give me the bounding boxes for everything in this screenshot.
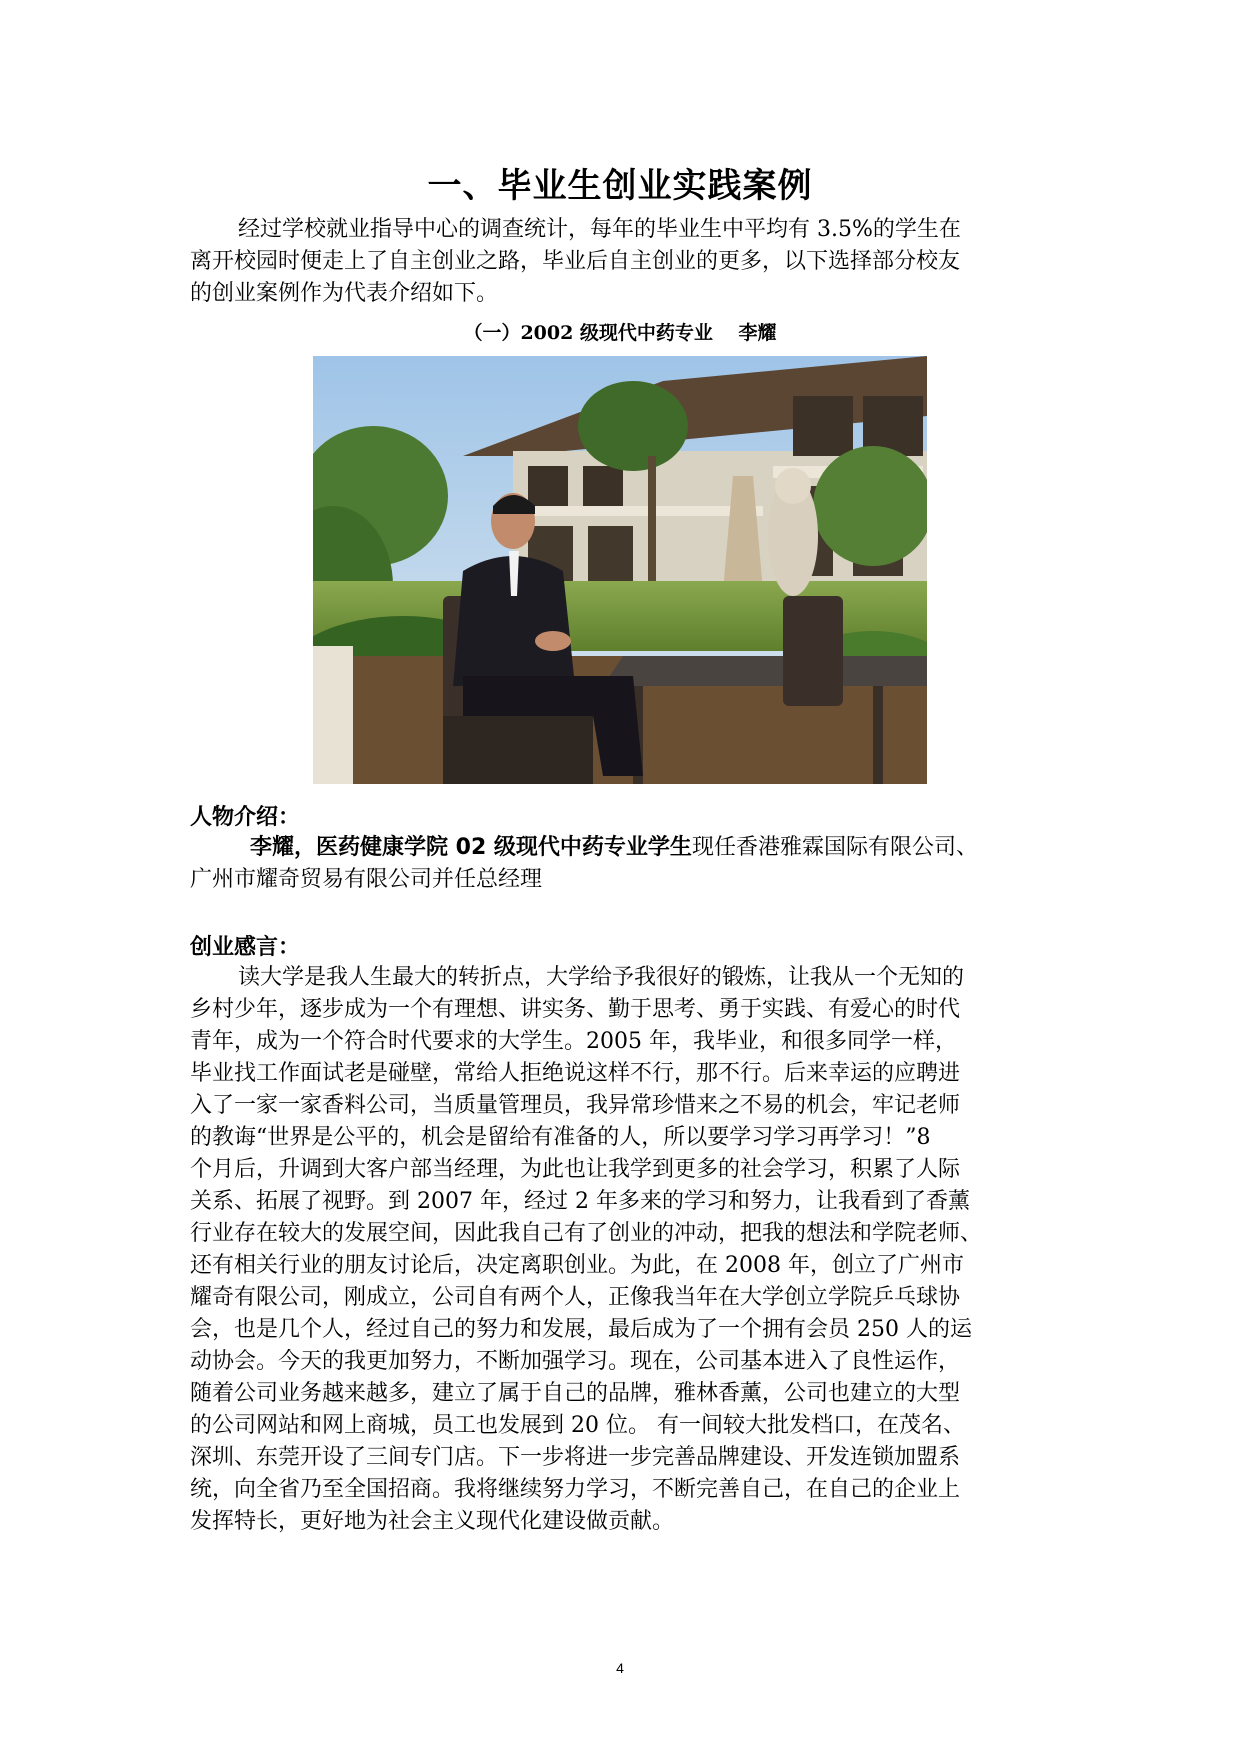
intro-line: 经过学校就业指导中心的调查统计，每年的毕业生中平均有 3.5%的学生在 [238,217,961,242]
story-line: 会，也是几个人，经过自己的努力和发展，最后成为了一个拥有会员 250 人的运 [190,1317,972,1342]
story-line: 的公司网站和网上商城，员工也发展到 20 位。 有一间较大批发档口，在茂名、 [190,1413,965,1438]
story-paragraph [190,962,1058,1538]
story-line: 青年，成为一个符合时代要求的大学生。2005 年，我毕业，和很多同学一样， [190,1029,957,1054]
story-line: 关系、拓展了视野。到 2007 年，经过 2 年多来的学习和努力，让我看到了香薰 [190,1189,970,1214]
story-line: 深圳、东莞开设了三间专门店。下一步将进一步完善品牌建设、开发连锁加盟系 [190,1445,961,1470]
story-line: 耀奇有限公司，刚成立，公司自有两个人，正像我当年在大学创立学院乒乓球协 [190,1285,961,1310]
story-line: 还有相关行业的朋友讨论后，决定离职创业。为此，在 2008 年，创立了广州市 [190,1253,964,1278]
bio-line: 广州市耀奇贸易有限公司并任总经理 [190,867,543,892]
story-line: 发挥特长，更好地为社会主义现代化建设做贡献。 [190,1509,675,1534]
story-line: 毕业找工作面试老是碰壁，常给人拒绝说这样不行，那不行。后来幸运的应聘进 [190,1061,961,1086]
intro-paragraph [190,214,1058,310]
bio-name: 李耀，医药健康学院 02 级现代中药专业学生 [250,835,692,860]
story-heading: 创业感言： [190,935,301,960]
bio-line [190,832,1058,864]
bio-heading: 人物介绍： [190,805,301,830]
story-line: 乡村少年，逐步成为一个有理想、讲实务、勤于思考、勇于实践、有爱心的时代 [190,997,961,1022]
story-line: 个月后，升调到大客户部当经理，为此也让我学到更多的社会学习，积累了人际 [190,1157,961,1182]
bio-paragraph [190,832,1058,896]
portrait-photo [313,356,927,784]
story-line: 动协会。今天的我更加努力，不断加强学习。现在，公司基本进入了良性运作， [190,1349,961,1374]
story-line: 行业存在较大的发展空间，因此我自己有了创业的冲动，把我的想法和学院老师、 [190,1221,983,1246]
case-title: （一）2002 级现代中药专业 李耀 [463,322,777,344]
story-line: 的教诲“世界是公平的，机会是留给有准备的人，所以要学习学习再学习！”8 [190,1125,931,1150]
page-number: 4 [616,1660,624,1676]
story-line: 入了一家一家香料公司，当质量管理员，我异常珍惜来之不易的机会，牢记老师 [190,1093,961,1118]
story-line: 随着公司业务越来越多，建立了属于自己的品牌，雅林香薰，公司也建立的大型 [190,1381,961,1406]
intro-line: 离开校园时便走上了自主创业之路，毕业后自主创业的更多，以下选择部分校友 [190,249,961,274]
page-title: 一、毕业生创业实践案例 [427,166,813,206]
bio-text: 现任香港雅霖国际有限公司、 [691,835,978,860]
story-line: 读大学是我人生最大的转折点，大学给予我很好的锻炼，让我从一个无知的 [238,965,965,990]
story-line: 统，向全省乃至全国招商。我将继续努力学习，不断完善自己，在自己的企业上 [190,1477,961,1502]
intro-line: 的创业案例作为代表介绍如下。 [190,281,499,306]
